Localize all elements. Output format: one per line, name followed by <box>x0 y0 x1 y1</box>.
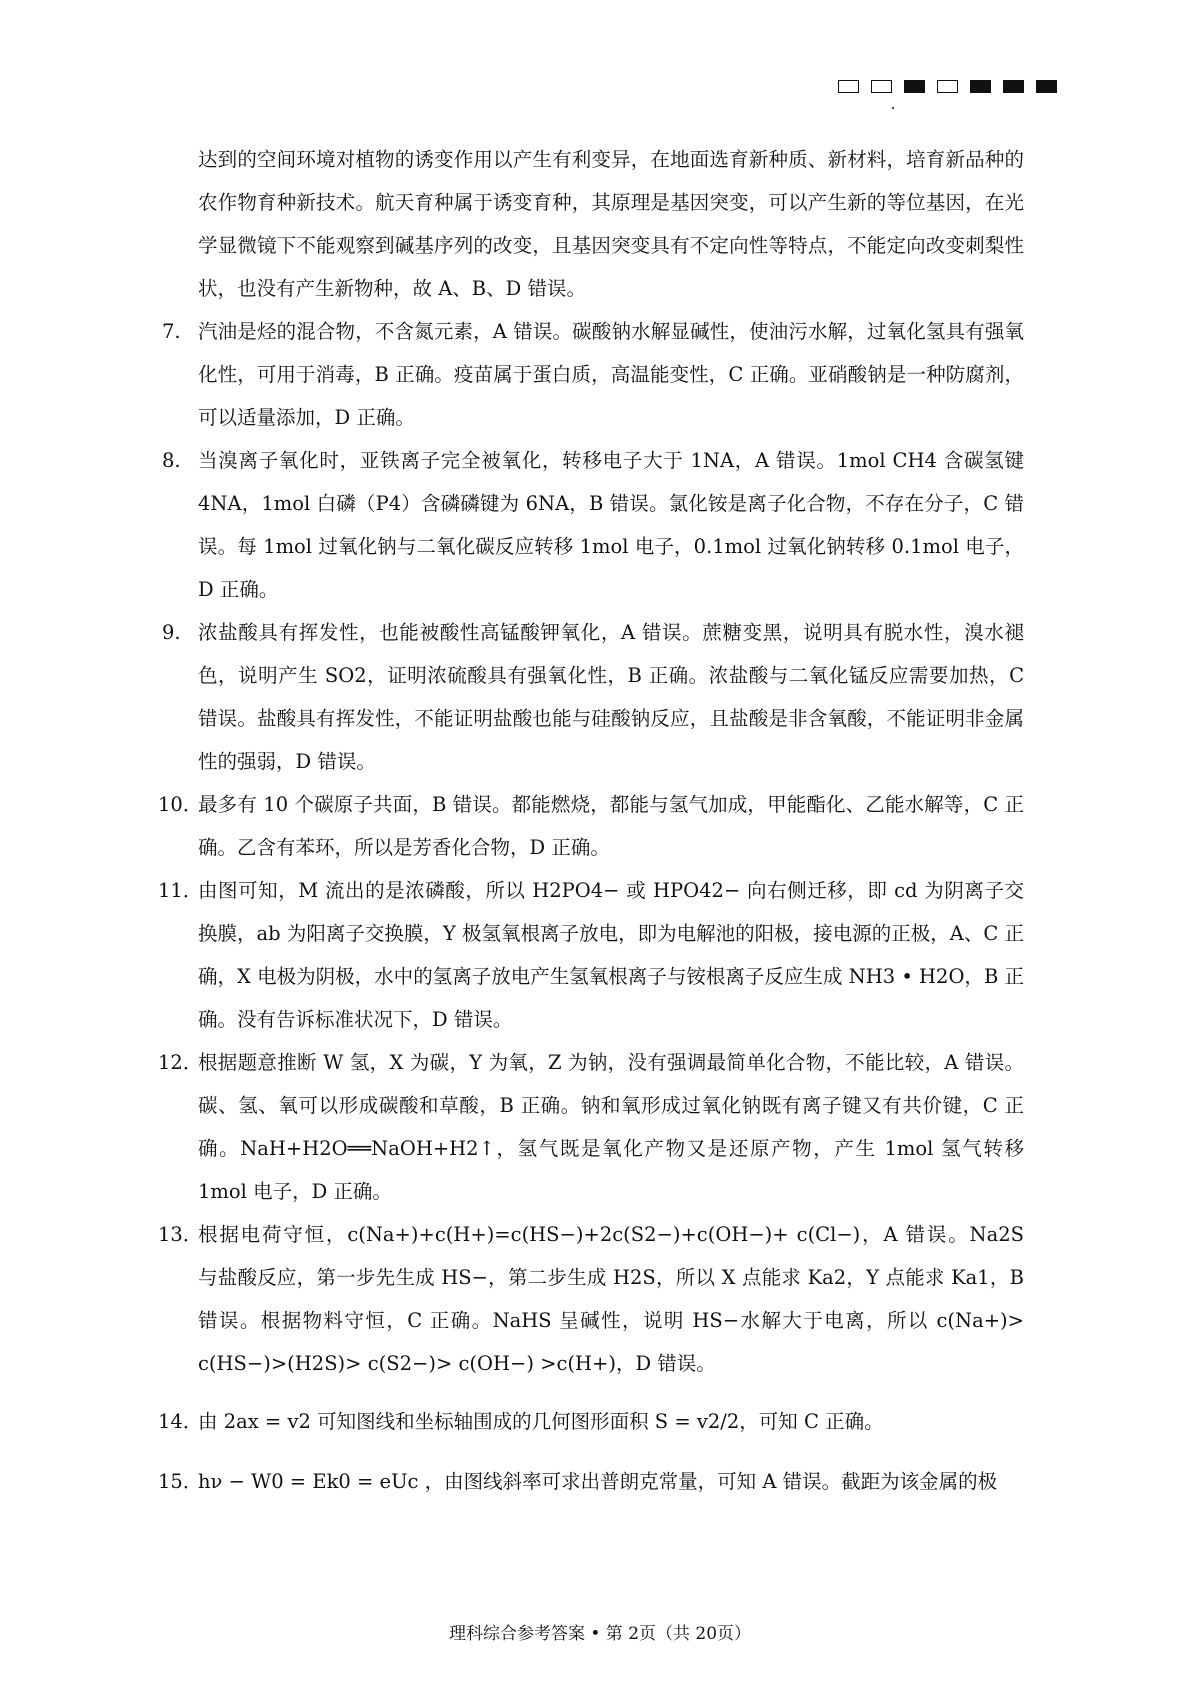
answer-10: 10． 最多有 10 个碳原子共面，B 错误。都能燃烧，都能与氢气加成，甲能酯化、乙能水解等，C 正确。乙含有苯环，所以是芳香化合物，D 正确。 <box>162 783 1024 869</box>
mark-outline <box>937 80 958 93</box>
answer-body <box>158 138 1024 1505</box>
answer-number: 12． <box>158 1051 203 1074</box>
answer-number: 14． <box>158 1410 203 1433</box>
answer-9: 9. 浓盐酸具有挥发性，也能被酸性高锰酸钾氧化，A 错误。蔗糖变黑，说明具有脱水性，溴水褪色，说明产生 SO2，证明浓硫酸具有强氧化性，B 正确。浓盐酸与二氧化锰反应需要加热，C 错误。盐酸具有挥发性，不能证明盐酸也能与硅酸钠反应，且盐酸是非含氧酸，不能证明非金属性的强弱，D 错误。 <box>162 611 1024 783</box>
answer-15: 15． hν − W0 = Ek0 = eUc ，由图线斜率可求出普朗克常量，可知 A 错误。截距为该金属的极 <box>162 1459 1024 1505</box>
mark-outline <box>871 80 892 93</box>
mark-filled <box>1003 80 1024 93</box>
answer-number: 7. <box>162 320 181 343</box>
answer-12: 12． 根据题意推断 W 氢，X 为碳，Y 为氧，Z 为钠，没有强调最简单化合物，不能比较，A 错误。碳、氢、氧可以形成碳酸和草酸，B 正确。钠和氧形成过氧化钠既有离子键又有共价键，C 正确。NaH+H2O══NaOH+H2↑，氢气既是氧化产物又是还原产物，产生 1mol 氢气转移 1mol 电子，D 正确。 <box>162 1041 1024 1213</box>
answer-number: 9. <box>162 621 181 644</box>
answer-number: 10． <box>158 793 203 816</box>
page-footer: 理科综合参考答案 • 第 2页（共 20页） <box>448 1624 752 1644</box>
answer-14: 14． 由 2ax = v2 可知图线和坐标轴围成的几何图形面积 S = v2/2，可知 C 正确。 <box>162 1399 1024 1445</box>
answer-11: 11． 由图可知，M 流出的是浓磷酸，所以 H2PO4− 或 HPO42− 向右侧迁移，即 cd 为阴离子交换膜，ab 为阳离子交换膜，Y 极氢氧根离子放电，即为电解池的阳极，接电源的正极，A、C 正确，X 电极为阴极，水中的氢离子放电产生氢氧根离子与铵根离子反应生成 NH3 • H2O，B 正确。没有告诉标准状况下，D 错误。 <box>162 869 1024 1041</box>
answer-number: 11． <box>158 879 203 902</box>
answer-number: 15． <box>158 1470 203 1493</box>
answer-13: 13． 根据电荷守恒，c(Na+)+c(H+)=c(HS−)+2c(S2−)+c(OH−)+ c(Cl−)，A 错误。Na2S 与盐酸反应，第一步先生成 HS−，第二步生成 H2S，所以 X 点能求 Ka2，Y 点能求 Ka1，B 错误。根据物料守恒，C 正确。NaHS 呈碱性，说明 HS−水解大于电离，所以 c(Na+)> c(HS−)>(H2S)> c(S2−)> c(OH−) >c(H+)，D 错误。 <box>162 1213 1024 1385</box>
answer-number: 13． <box>158 1223 203 1246</box>
mark-filled <box>904 80 925 93</box>
answer-number: 8. <box>162 449 181 472</box>
mark-filled <box>970 80 991 93</box>
answer-8: 8. 当溴离子氧化时，亚铁离子完全被氧化，转移电子大于 1NA，A 错误。1mol CH4 含碳氢键 4NA，1mol 白磷（P4）含磷磷键为 6NA，B 错误。氯化铵是离子化合物，不存在分子，C 错误。每 1mol 过氧化钠与二氧化碳反应转移 1mol 电子，0.1mol 过氧化钠转移 0.1mol 电子，D 正确。 <box>162 439 1024 611</box>
page-marks <box>838 80 1057 93</box>
paragraph-continuation: 达到的空间环境对植物的诱变作用以产生有利变异，在地面选育新种质、新材料，培育新品种的农作物育种新技术。航天育种属于诱变育种，其原理是基因突变，可以产生新的等位基因，在光学显微镜下不能观察到碱基序列的改变，且基因突变具有不定向性等特点，不能定向改变刺梨性状，也没有产生新物种，故 A、B、D 错误。 <box>198 148 1024 300</box>
dot-mark <box>892 107 894 109</box>
mark-filled <box>1036 80 1057 93</box>
answer-7: 7. 汽油是烃的混合物，不含氮元素，A 错误。碳酸钠水解显碱性，使油污水解，过氧化氢具有强氧化性，可用于消毒，B 正确。疫苗属于蛋白质，高温能变性，C 正确。亚硝酸钠是一种防腐剂，可以适量添加，D 正确。 <box>162 310 1024 439</box>
mark-outline <box>838 80 859 93</box>
